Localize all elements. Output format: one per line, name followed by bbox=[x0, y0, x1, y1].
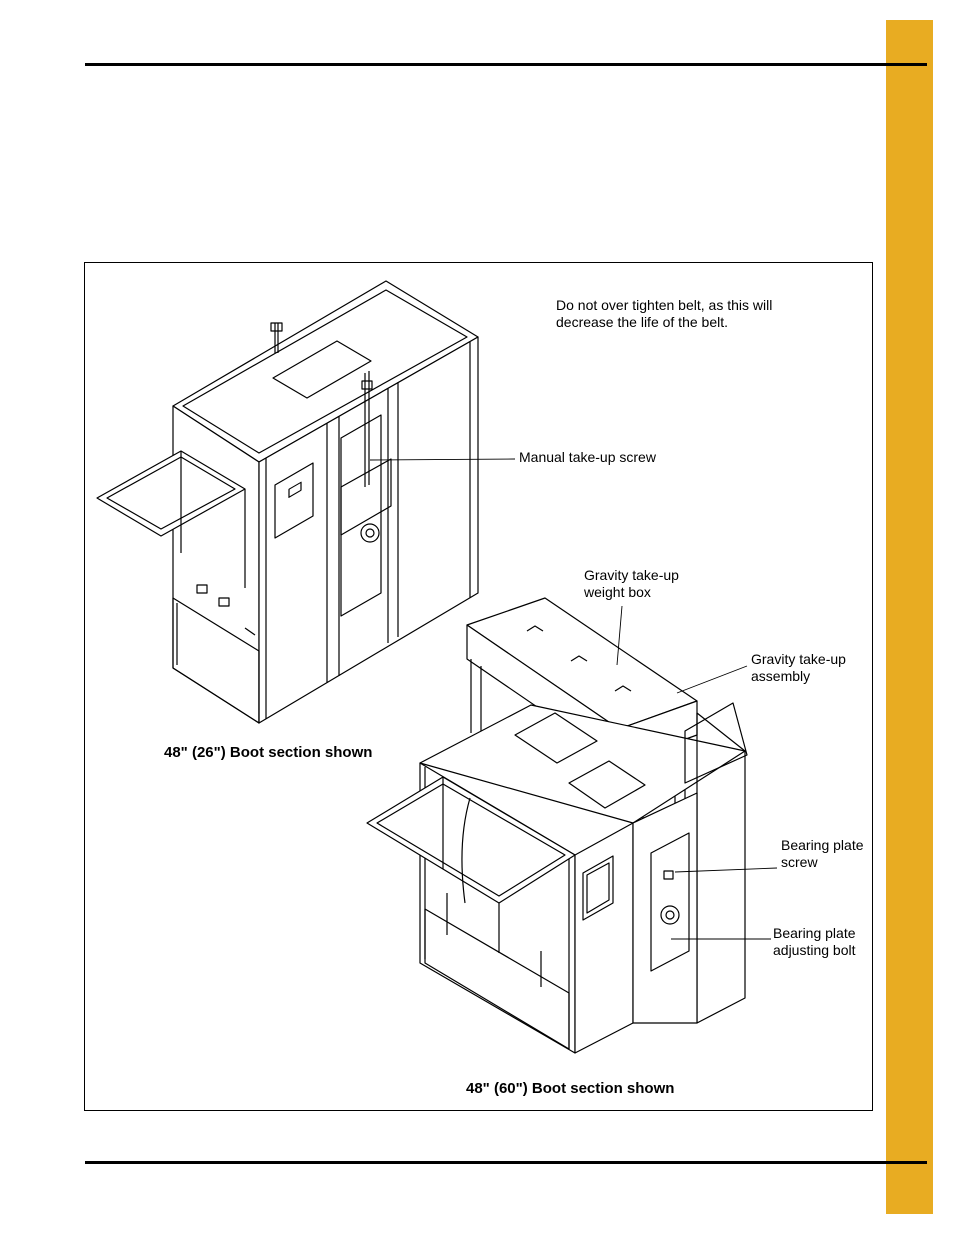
caption-boot-60: 48" (60") Boot section shown bbox=[466, 1080, 675, 1097]
boot-section-illustration bbox=[85, 263, 872, 1110]
callout-manual-takeup-screw: Manual take-up screw bbox=[519, 449, 656, 465]
header-rule bbox=[85, 63, 927, 66]
belt-tension-note: Do not over tighten belt, as this will decrease the life of the belt. bbox=[556, 297, 773, 330]
callout-gravity-weight-box: Gravity take-up weight box bbox=[584, 567, 679, 600]
boot-26-drawing bbox=[97, 281, 478, 723]
callout-gravity-assembly: Gravity take-up assembly bbox=[751, 651, 846, 684]
caption-boot-26: 48" (26") Boot section shown bbox=[164, 744, 373, 761]
callout-bearing-plate-adjusting-bolt: Bearing plate adjusting bolt bbox=[773, 925, 856, 958]
side-color-tab bbox=[886, 20, 933, 1214]
figure-frame bbox=[84, 262, 873, 1111]
callout-bearing-plate-screw: Bearing plate screw bbox=[781, 837, 864, 870]
boot-60-drawing bbox=[367, 598, 747, 1053]
footer-rule bbox=[85, 1161, 927, 1164]
